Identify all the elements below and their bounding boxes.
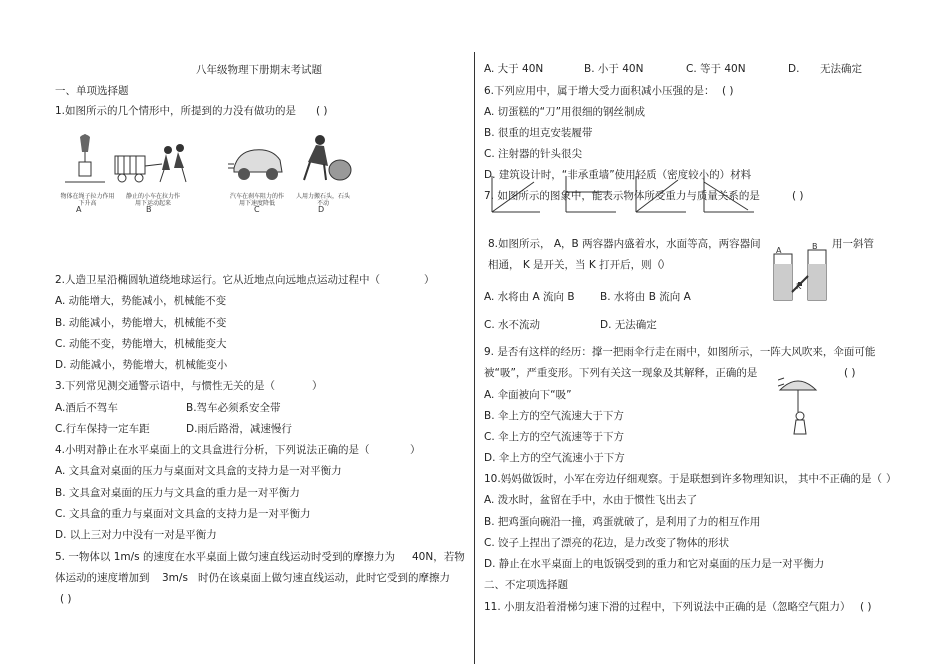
container-a-label: A bbox=[776, 246, 782, 255]
question-3-option-d: D.雨后路滑，减速慢行 bbox=[186, 423, 292, 435]
question-9-option-d: D. 伞上方的空气流速小于下方 bbox=[484, 452, 625, 464]
figure-caption-c: 汽车在刹车阻力的作用下速度降低 bbox=[229, 193, 284, 207]
question-6-answer-paren: ( ) bbox=[722, 85, 734, 97]
question-7-answer-paren: ( ) bbox=[792, 190, 804, 202]
question-3-option-a: A.酒后不驾车 bbox=[55, 402, 118, 414]
question-10: 10.妈妈做饭时，小军在旁边仔细观察。于是联想到许多物理知识， 其中不正确的是（ bbox=[484, 473, 883, 485]
question-8-option-d: D. 无法确定 bbox=[600, 319, 657, 331]
question-8-part-2: 用一斜管 bbox=[832, 238, 874, 250]
question-5-option-b: B. 小于 40N bbox=[584, 63, 644, 75]
question-6-option-b: B. 很重的坦克安装履带 bbox=[484, 127, 593, 139]
question-10-option-a: A. 泼水时，盆留在手中，水由于惯性飞出去了 bbox=[484, 494, 698, 506]
question-8-option-c: C. 水不流动 bbox=[484, 319, 541, 331]
question-4: 4.小明对静止在水平桌面上的文具盒进行分析，下列说法正确的是（ bbox=[55, 444, 370, 456]
section-heading-multiple-choice: 二、不定项选择题 bbox=[484, 579, 568, 591]
question-6-option-a: A. 切蛋糕的“刀”用很细的钢丝制成 bbox=[484, 106, 646, 118]
question-5-part-4: 时仍在该桌面上做匀速直线运动，此时它受到的摩擦力 bbox=[198, 572, 450, 584]
question-3-option-c: C.行车保持一定车距 bbox=[55, 423, 150, 435]
figure-label-d: D bbox=[318, 205, 325, 214]
page-title: 八年级物理下册期末考试题 bbox=[196, 64, 322, 76]
question-4-option-c: C. 文具盒的重力与桌面对文具盒的支持力是一对平衡力 bbox=[55, 508, 311, 520]
question-9-part-2: 被“吸”，严重变形。下列有关这一现象及其解释，正确的是 bbox=[484, 367, 758, 379]
umbrella-person-icon bbox=[778, 372, 818, 442]
figure-label-c: C bbox=[254, 205, 260, 214]
question-10-option-d: D. 静止在水平桌面上的电饭锅受到的重力和它对桌面的压力是一对平衡力 bbox=[484, 558, 825, 570]
question-6-option-d: D. 建筑设计时，“非承重墙”使用轻质（密度较小的）材料 bbox=[484, 169, 752, 181]
question-5-option-d-letter: D. bbox=[788, 63, 800, 75]
question-3-answer-paren: ） bbox=[312, 380, 323, 392]
question-4-option-a: A. 文具盒对桌面的压力与桌面对文具盒的支持力是一对平衡力 bbox=[55, 465, 342, 477]
question-9-option-a: A. 伞面被向下“吸” bbox=[484, 389, 572, 401]
question-5-option-c: C. 等于 40N bbox=[686, 63, 746, 75]
question-8-part-3: 相通， K 是开关，当 K 打开后，则（ bbox=[488, 259, 663, 271]
question-11-answer-paren: ( ) bbox=[860, 601, 872, 613]
column-divider bbox=[474, 52, 475, 664]
question-10-answer-paren: ） bbox=[886, 473, 897, 485]
valve-k-label: K bbox=[796, 282, 802, 291]
question-1-answer-paren: ( ) bbox=[316, 105, 328, 117]
question-8-option-b: B. 水将由 B 流向 A bbox=[600, 291, 691, 303]
figure-braking-car-icon bbox=[228, 138, 288, 188]
question-10-option-b: B. 把鸡蛋向碗沿一撞，鸡蛋就破了，是利用了力的相互作用 bbox=[484, 516, 761, 528]
question-1: 1.如图所示的几个情形中，所提到的力没有做功的是 bbox=[55, 105, 297, 117]
question-4-option-d: D. 以上三对力中没有一对是平衡力 bbox=[55, 529, 217, 541]
question-6: 6.下列应用中，属于增大受力面积减小压强的是： bbox=[484, 85, 715, 97]
question-8-option-a: A. 水将由 A 流向 B bbox=[484, 291, 575, 303]
question-5-answer-paren: ( ) bbox=[60, 593, 72, 605]
figure-label-b: B bbox=[146, 205, 152, 214]
question-5-part-3: 体运动的速度增加到 bbox=[55, 572, 150, 584]
question-10-option-c: C. 饺子上捏出了漂亮的花边，是力改变了物体的形状 bbox=[484, 537, 730, 549]
figure-caption-d: 人用力搬石头，石头不动 bbox=[296, 193, 351, 207]
question-6-option-c: C. 注射器的针头很尖 bbox=[484, 148, 583, 160]
question-9-option-c: C. 伞上方的空气流速等于下方 bbox=[484, 431, 625, 443]
question-4-option-b: B. 文具盒对桌面的压力与文具盒的重力是一对平衡力 bbox=[55, 487, 300, 499]
question-2: 2.人造卫星沿椭圆轨道绕地球运行。它从近地点向远地点运动过程中（ bbox=[55, 274, 381, 286]
question-11: 11. 小朋友沿着滑梯匀速下滑的过程中，下列说法中正确的是（忽略空气阻力） bbox=[484, 601, 851, 613]
question-9-part-1: 9. 是否有这样的经历：撑一把雨伞行走在雨中，如图所示，一阵大风吹来，伞面可能 bbox=[484, 346, 876, 358]
question-2-option-d: D. 动能减小，势能增大，机械能变小 bbox=[55, 359, 228, 371]
question-5-option-d-text: 无法确定 bbox=[820, 63, 862, 75]
question-2-answer-paren: ） bbox=[424, 274, 435, 286]
question-5-part-2: 40N，若物 bbox=[412, 551, 465, 563]
question-3: 3.下列常见测交通警示语中，与惯性无关的是（ bbox=[55, 380, 276, 392]
question-5-option-a: A. 大于 40N bbox=[484, 63, 544, 75]
figure-caption-a: 物体在绳子拉力作用下升高 bbox=[60, 193, 115, 207]
question-4-answer-paren: ） bbox=[410, 444, 421, 456]
figure-pulling-cart-icon bbox=[112, 142, 192, 192]
question-2-option-c: C. 动能不变，势能增大，机械能变大 bbox=[55, 338, 227, 350]
figure-rope-lifting-icon bbox=[60, 132, 110, 192]
question-2-option-a: A. 动能增大，势能减小，机械能不变 bbox=[55, 295, 227, 307]
figure-caption-b: 静止的小车在拉力作用下运动起来 bbox=[125, 193, 180, 207]
figure-label-a: A bbox=[76, 205, 82, 214]
question-2-option-b: B. 动能减小，势能增大，机械能不变 bbox=[55, 317, 227, 329]
container-b-label: B bbox=[812, 242, 818, 251]
question-7: 7. 如图所示的图象中，能表示物体所受重力与质量关系的是 bbox=[484, 190, 760, 202]
question-3-option-b: B.驾车必须系安全带 bbox=[186, 402, 281, 414]
question-8-part-1: 8.如图所示， A，B 两容器内盛着水，水面等高，两容器间 bbox=[488, 238, 761, 250]
question-8-answer-paren: ） bbox=[660, 259, 671, 271]
question-5-part-1: 5. 一物体以 1m/s 的速度在水平桌面上做匀速直线运动时受到的摩擦力为 bbox=[55, 551, 395, 563]
question-5-speed: 3m/s bbox=[162, 572, 188, 584]
question-9-answer-paren: ( ) bbox=[844, 367, 856, 379]
question-9-option-b: B. 伞上方的空气流速大于下方 bbox=[484, 410, 624, 422]
section-heading-single-choice: 一、单项选择题 bbox=[55, 85, 129, 97]
figure-pushing-rock-icon bbox=[298, 132, 353, 190]
